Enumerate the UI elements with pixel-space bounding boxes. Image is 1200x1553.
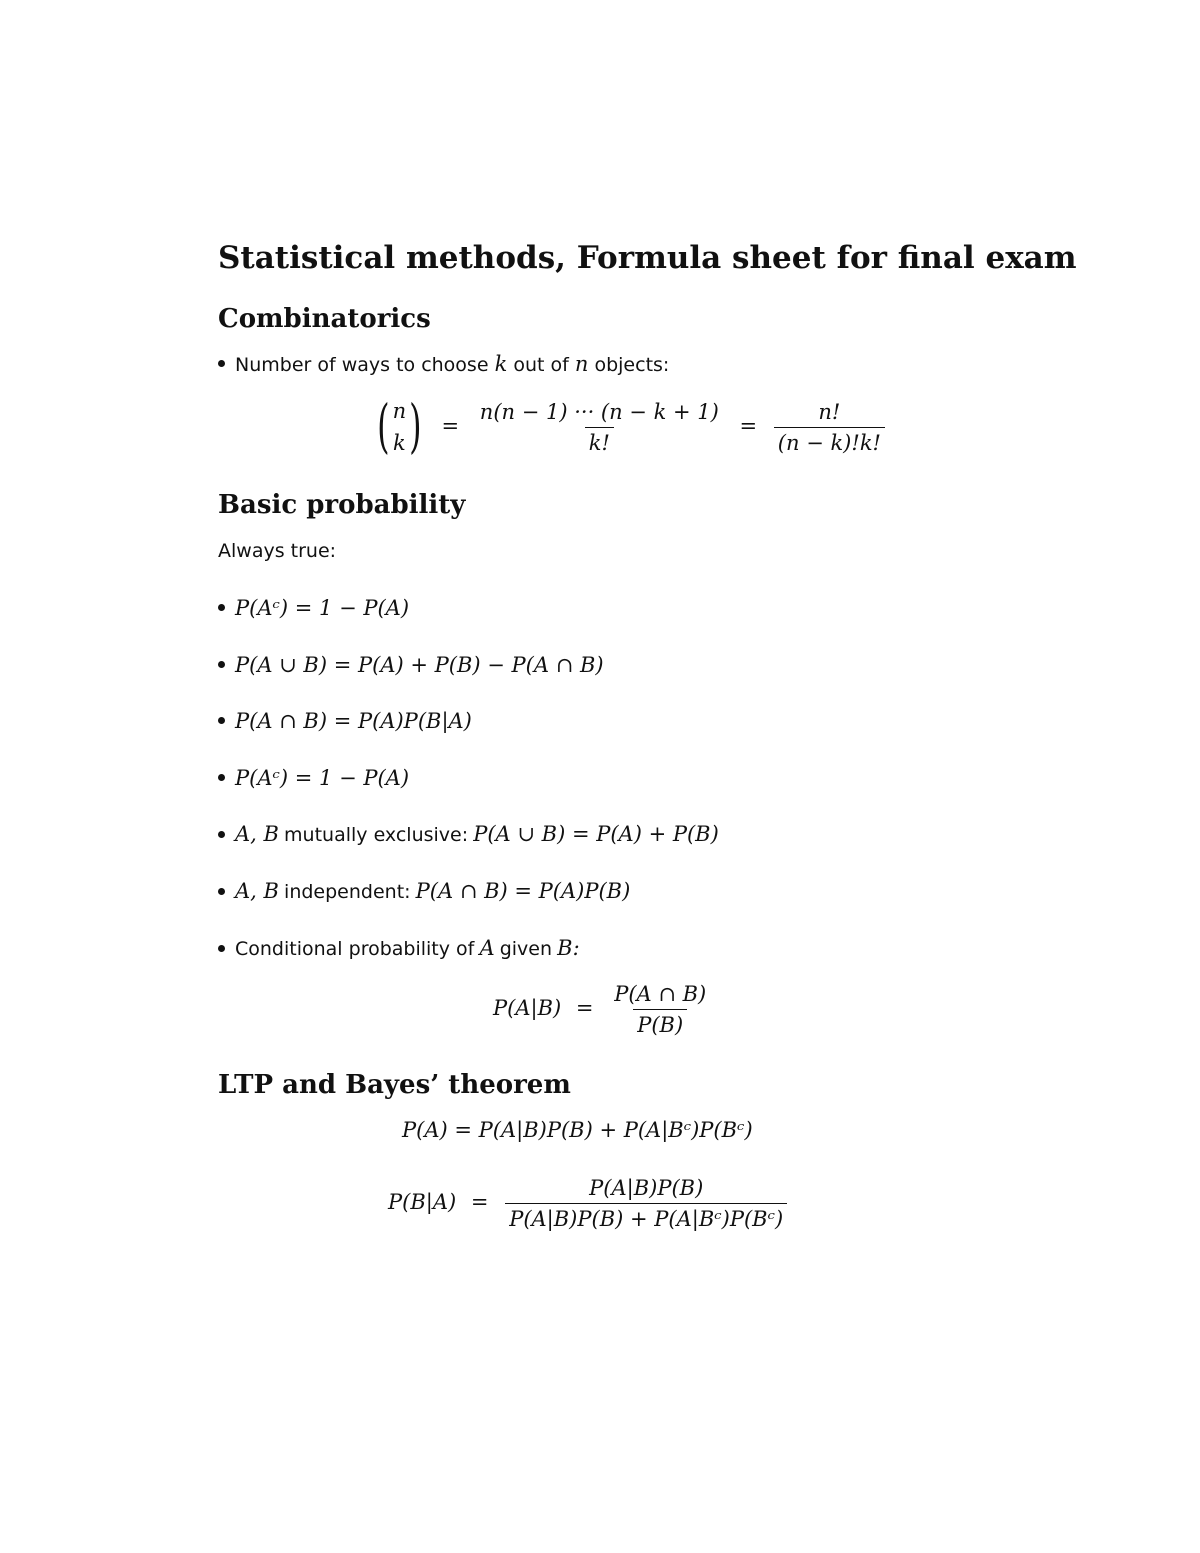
cond-var-b: B:: [557, 936, 580, 960]
conditional-item: [218, 936, 580, 960]
bullet-icon: [218, 717, 225, 724]
left-paren-icon: (: [377, 391, 390, 460]
bayes-formula: [388, 1176, 789, 1231]
independent-item: [218, 879, 630, 903]
formula-item: [218, 653, 604, 677]
bayes-fraction: [505, 1176, 787, 1231]
cond-text: Conditional probability of: [235, 938, 475, 960]
conditional-formula: [493, 982, 712, 1037]
frac-numerator: P(A ∩ B): [614, 982, 707, 1006]
right-paren-icon: ): [409, 391, 422, 460]
mutex-formula: P(A ∪ B) = P(A) + P(B): [473, 822, 719, 846]
frac-numerator: n!: [818, 400, 841, 424]
formula-union: P(A ∪ B) = P(A) + P(B) − P(A ∩ B): [235, 653, 604, 677]
combinatorics-text-2: out of: [513, 354, 569, 376]
formula-complement: P(Aᶜ) = 1 − P(A): [235, 596, 410, 620]
ltp-formula: P(A) = P(A|B)P(B) + P(A|Bᶜ)P(Bᶜ): [402, 1118, 753, 1142]
mutex-text: mutually exclusive:: [284, 824, 469, 846]
frac-numerator: n(n − 1) ··· (n − k + 1): [479, 400, 719, 424]
formula-complement-repeat: P(Aᶜ) = 1 − P(A): [235, 766, 410, 790]
section-heading-ltp-bayes: LTP and Bayes’ theorem: [218, 1070, 571, 1100]
formula-intersection: P(A ∩ B) = P(A)P(B|A): [235, 709, 472, 733]
mutex-vars: A, B: [235, 822, 279, 846]
equals-sign: =: [575, 996, 594, 1020]
page-title: Statistical methods, Formula sheet for final exam: [218, 240, 1077, 276]
frac-denominator: P(B): [633, 1009, 687, 1037]
mutually-exclusive-item: [218, 822, 719, 846]
binom-top: n: [392, 399, 407, 423]
formula-item: [218, 709, 472, 733]
bullet-icon: [218, 888, 225, 895]
frac-denominator: k!: [585, 427, 614, 455]
indep-vars: A, B: [235, 879, 279, 903]
combinatorics-text-3: objects:: [594, 354, 670, 376]
bullet-icon: [218, 774, 225, 781]
bullet-icon: [218, 661, 225, 668]
indep-text: independent:: [284, 881, 411, 903]
binom-bottom: k: [393, 430, 406, 455]
bullet-icon: [218, 831, 225, 838]
equals-sign: =: [441, 414, 460, 438]
conditional-fraction: [610, 982, 710, 1037]
cond-var-a: A: [479, 936, 495, 960]
section-heading-basic-probability: Basic probability: [218, 490, 466, 520]
fraction-falling-factorial: [476, 400, 723, 455]
bullet-icon: [218, 360, 225, 367]
always-true-label: Always true:: [218, 540, 337, 562]
var-k: k: [494, 352, 508, 376]
formula-item: [218, 596, 409, 620]
combinatorics-text-1: Number of ways to choose: [235, 354, 489, 376]
binomial-coefficient: [372, 391, 427, 460]
cond-given: given: [499, 938, 553, 960]
frac-denominator: (n − k)!k!: [774, 427, 885, 455]
frac-numerator: P(A|B)P(B): [589, 1176, 704, 1200]
equals-sign: =: [739, 414, 758, 438]
equals-sign: =: [470, 1190, 489, 1214]
indep-formula: P(A ∩ B) = P(A)P(B): [415, 879, 631, 903]
bayes-lhs: P(B|A): [388, 1190, 457, 1214]
bullet-icon: [218, 945, 225, 952]
cond-lhs: P(A|B): [493, 996, 562, 1020]
var-n: n: [574, 352, 589, 376]
combinatorics-bullet: [218, 352, 669, 376]
fraction-factorials: [774, 400, 885, 455]
formula-item: [218, 766, 409, 790]
binomial-formula: [372, 391, 887, 460]
frac-denominator: P(A|B)P(B) + P(A|Bᶜ)P(Bᶜ): [505, 1203, 787, 1231]
bullet-icon: [218, 604, 225, 611]
section-heading-combinatorics: Combinatorics: [218, 304, 431, 334]
